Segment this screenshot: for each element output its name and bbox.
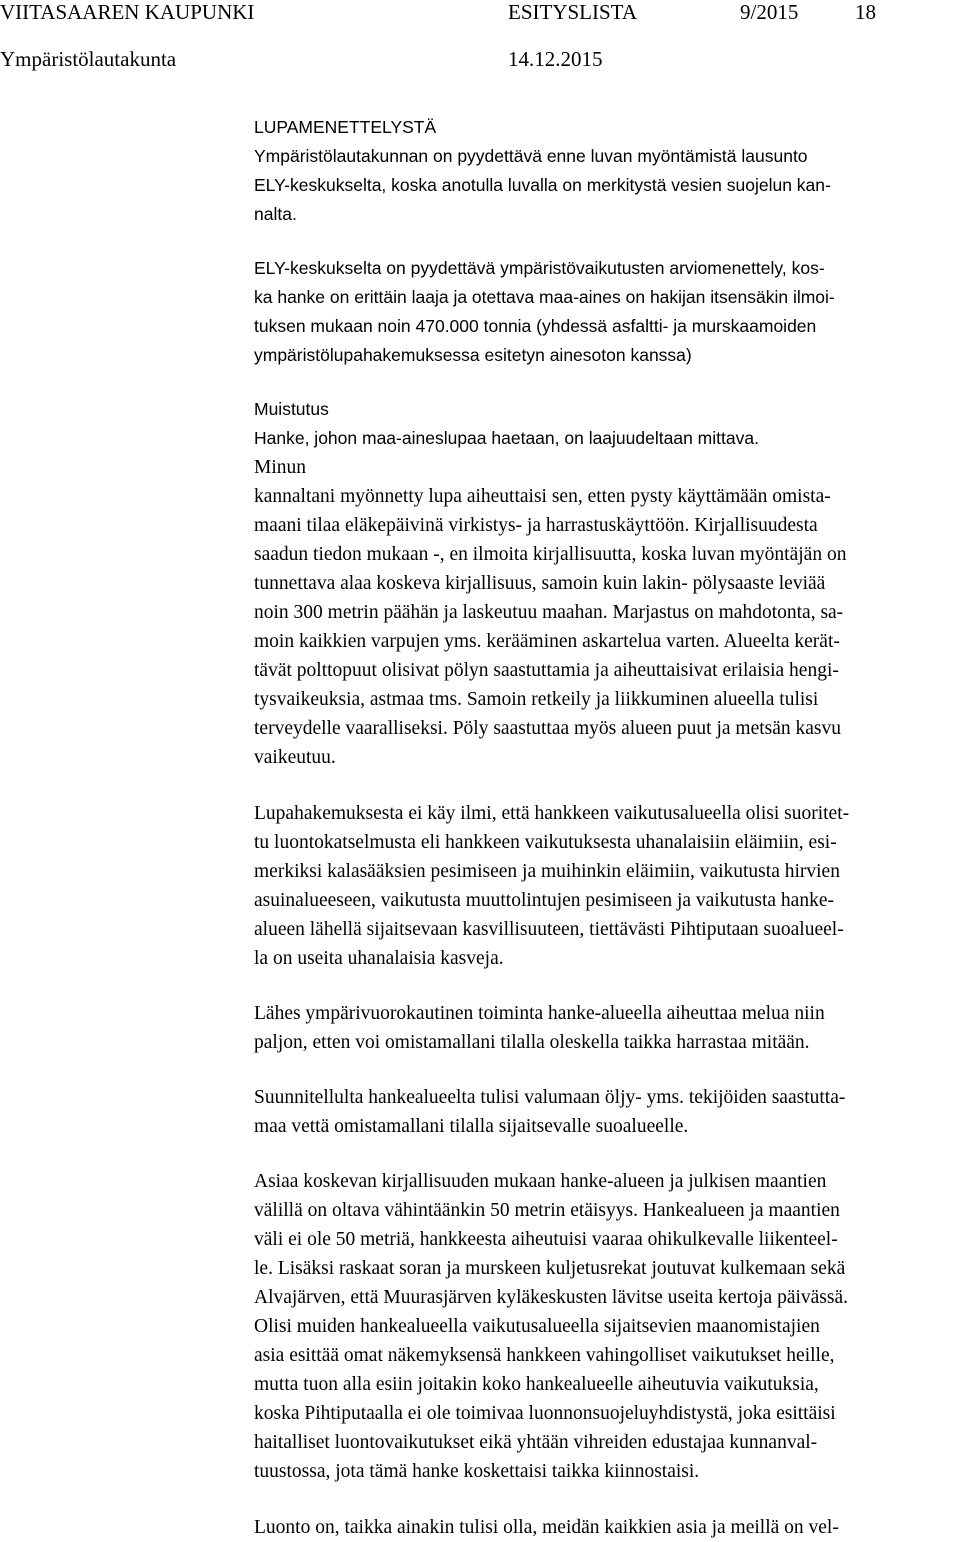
text-line: tuustossa, jota tämä hanke koskettaisi taikka kiinnostaisi. bbox=[254, 1461, 700, 1482]
paragraph-noise bbox=[254, 999, 948, 1057]
paragraph-oil-runoff bbox=[254, 1083, 948, 1141]
text-line: alueen lähellä sijaitsevaan kasvillisuuteen, tiettävästi Pihtiputaan suoalueel- bbox=[254, 919, 844, 940]
text-line: asuinalueeseen, vaikutusta muuttolintujen pesimiseen ja vaikutusta hanke- bbox=[254, 890, 834, 911]
text-line: le. Lisäksi raskaat soran ja murskeen kuljetusrekat joutuvat kulkemaan sekä bbox=[254, 1258, 846, 1279]
paragraph-road-distance bbox=[254, 1167, 948, 1486]
text-line: väli ei ole 50 metriä, hankkeesta aiheutuisi vaaraa ohikulkevalle liikenteel- bbox=[254, 1229, 838, 1250]
text-line: vaikeutuu. bbox=[254, 747, 336, 768]
paragraph-gap bbox=[254, 973, 948, 999]
text-line: Minun bbox=[254, 457, 307, 478]
text-line: saadun tiedon mukaan -, en ilmoita kirjallisuutta, koska luvan myöntäjän on bbox=[254, 544, 847, 565]
text-line: nalta. bbox=[254, 204, 297, 224]
section-heading: LUPAMENETTELYSTÄ bbox=[254, 117, 437, 137]
text-line: välillä on oltava vähintäänkin 50 metrin etäisyys. Hankealueen ja maantien bbox=[254, 1200, 840, 1221]
text-line: ympäristölupahakemuksessa esitetyn ainesoton kanssa) bbox=[254, 345, 692, 365]
text-line: paljon, etten voi omistamallani tilalla oleskella taikka harrastaa mitään. bbox=[254, 1032, 810, 1053]
document-body bbox=[254, 113, 948, 1542]
organization-name: VIITASAAREN KAUPUNKI bbox=[0, 0, 255, 24]
paragraph-permit-procedure bbox=[254, 113, 948, 229]
board-name: Ympäristölautakunta bbox=[0, 47, 177, 71]
text-line: Ympäristölautakunnan on pyydettävä enne luvan myöntämistä lausunto bbox=[254, 146, 808, 166]
text-line: Suunnitellulta hankealueelta tulisi valumaan öljy- yms. tekijöiden saastutta- bbox=[254, 1087, 846, 1108]
text-line: merkiksi kalasääksien pesimiseen ja muihinkin eläimiin, vaikutusta hirvien bbox=[254, 861, 840, 882]
page-header bbox=[0, 0, 960, 80]
paragraph-objection-effects bbox=[254, 453, 948, 772]
paragraph-gap bbox=[254, 1486, 948, 1513]
paragraph-gap bbox=[254, 370, 948, 395]
text-line: noin 300 metrin päähän ja laskeutuu maahan. Marjastus on mahdotonta, sa- bbox=[254, 602, 844, 623]
paragraph-nature-survey bbox=[254, 799, 948, 973]
text-line: tävät polttopuut olisivat pölyn saastuttamia ja aiheuttaisivat erilaisia hengi- bbox=[254, 660, 839, 681]
text-line: Hanke, johon maa-aineslupaa haetaan, on laajuudeltaan mittava. bbox=[254, 428, 759, 448]
issue-number: 9/2015 bbox=[740, 0, 799, 24]
paragraph-nature-responsibility bbox=[254, 1513, 948, 1542]
meeting-date: 14.12.2015 bbox=[508, 47, 603, 71]
section-heading: Muistutus bbox=[254, 399, 329, 419]
paragraph-gap bbox=[254, 1057, 948, 1083]
text-line: asia esittää omat näkemyksensä hankkeen vahingolliset vaikutukset heille, bbox=[254, 1345, 835, 1366]
text-line: mutta tuon alla esiin joitakin koko hankealueelle aiheutuvia vaikutuksia, bbox=[254, 1374, 819, 1395]
text-line: ELY-keskukselta on pyydettävä ympäristövaikutusten arviomenettely, kos- bbox=[254, 258, 825, 278]
paragraph-gap bbox=[254, 1141, 948, 1167]
paragraph-gap bbox=[254, 772, 948, 799]
text-line: tuksen mukaan noin 470.000 tonnia (yhdessä asfaltti- ja murskaamoiden bbox=[254, 316, 817, 336]
text-line: tu luontokatselmusta eli hankkeen vaikutuksesta uhanalaisiin eläimiin, esi- bbox=[254, 832, 837, 853]
text-line: Lupahakemuksesta ei käy ilmi, että hankkeen vaikutusalueella olisi suoritet- bbox=[254, 803, 850, 824]
text-line: ELY-keskukselta, koska anotulla luvalla on merkitystä vesien suojelun kan- bbox=[254, 175, 831, 195]
text-line: Lähes ympärivuorokautinen toiminta hanke-alueella aiheuttaa melua niin bbox=[254, 1003, 825, 1024]
text-line: Asiaa koskevan kirjallisuuden mukaan hanke-alueen ja julkisen maantien bbox=[254, 1171, 827, 1192]
paragraph-objection-intro bbox=[254, 395, 948, 453]
text-line: Luonto on, taikka ainakin tulisi olla, meidän kaikkien asia ja meillä on vel- bbox=[254, 1517, 839, 1538]
paragraph-gap bbox=[254, 229, 948, 254]
text-line: la on useita uhanalaisia kasveja. bbox=[254, 948, 504, 969]
text-line: Alvajärven, että Muurasjärven kyläkeskusten lävitse useita kertoja päivässä. bbox=[254, 1287, 849, 1308]
page-number: 18 bbox=[855, 0, 876, 24]
text-line: maani tilaa eläkepäivinä virkistys- ja harrastuskäyttöön. Kirjallisuudesta bbox=[254, 515, 818, 536]
text-line: moin kaikkien varpujen yms. kerääminen askartelua varten. Alueelta kerät- bbox=[254, 631, 840, 652]
document-type: ESITYSLISTA bbox=[508, 0, 637, 24]
text-line: tysvaikeuksia, astmaa tms. Samoin retkeily ja liikkuminen alueella tulisi bbox=[254, 689, 819, 710]
text-line: tunnettava alaa koskeva kirjallisuus, samoin kuin lakin- pölysaaste leviää bbox=[254, 573, 826, 594]
text-line: terveydelle vaaralliseksi. Pöly saastuttaa myös alueen puut ja metsän kasvu bbox=[254, 718, 841, 739]
text-line: haitalliset luontovaikutukset eikä yhtään vihreiden edustajaa kunnanval- bbox=[254, 1432, 818, 1453]
text-line: Olisi muiden hankealueella vaikutusalueella sijaitsevien maanomistajien bbox=[254, 1316, 820, 1337]
paragraph-ely-assessment bbox=[254, 254, 948, 370]
text-line: maa vettä omistamallani tilalla sijaitsevalle suoalueelle. bbox=[254, 1116, 689, 1137]
text-line: kannaltani myönnetty lupa aiheuttaisi sen, etten pysty käyttämään omista- bbox=[254, 486, 831, 507]
text-line: koska Pihtiputaalla ei ole toimivaa luonnonsuojeluyhdistystä, joka esittäisi bbox=[254, 1403, 836, 1424]
text-line: ka hanke on erittäin laaja ja otettava maa-aines on hakijan itsensäkin ilmoi- bbox=[254, 287, 835, 307]
